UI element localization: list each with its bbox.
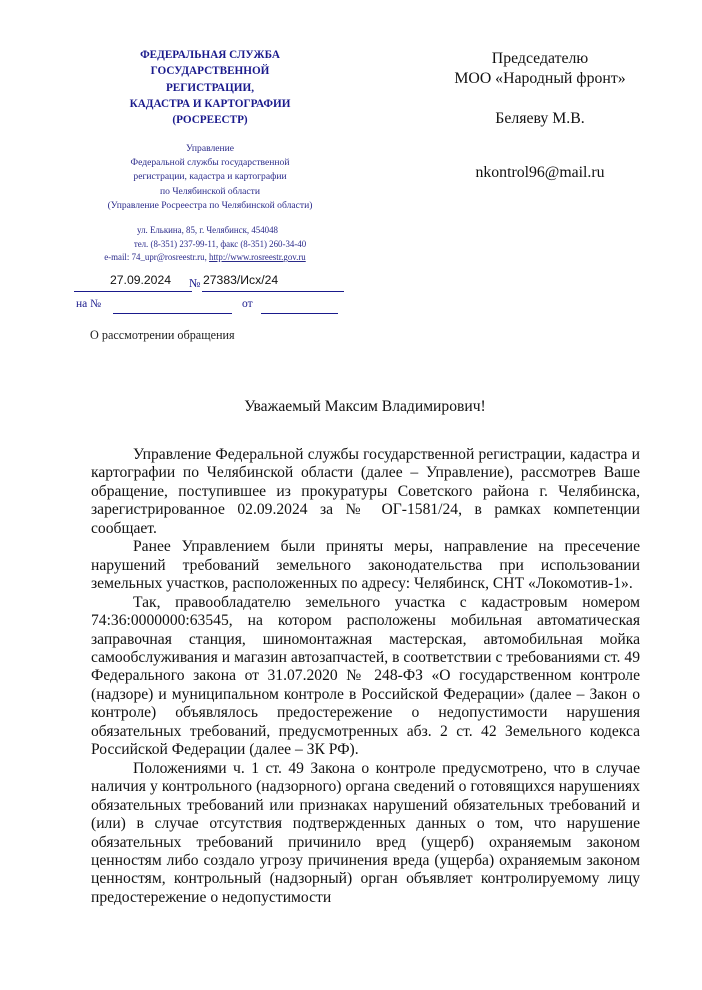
number-sign: №	[189, 276, 201, 290]
date-underline	[74, 291, 192, 292]
department-line: регистрации, кадастра и картографии	[133, 171, 287, 183]
department-line: Федеральной службы государственной	[130, 157, 290, 169]
registration-number: 27383/Исх/24	[203, 273, 279, 287]
addressee-name: Беляеву М.В.	[495, 110, 585, 127]
reply-to-label: на №	[76, 298, 102, 310]
number-underline	[202, 291, 344, 292]
letterhead-address: ул. Елькина, 85, г. Челябинск, 454048	[137, 225, 278, 235]
body-paragraph: Положениями ч. 1 ст. 49 Закона о контроле предусмотрено, что в случае наличия у контрольного (надзорного) органа сведений о готовящихся нарушениях обязательных требований или признаках нарушений обязательных требований и (или) в случае отсутствия подтвержденных данных о том, что нарушение обязательных требований причинило вред (ущерб) охраняемым законом ценностям либо создало угрозу причинения вреда (ущерба) охраняемым законом ценностям, контрольный (надзорный) орган объявляет контролируемому лицу предостережение о недопустимости	[91, 759, 640, 906]
letterhead-department	[60, 142, 360, 213]
addressee-position-line: МОО «Народный фронт»	[454, 70, 626, 87]
letterhead-phone: тел. (8-351) 237-99-11, факс (8-351) 260-34-40	[133, 238, 307, 249]
letter-body	[91, 446, 640, 907]
agency-line: КАДАСТРА И КАРТОГРАФИИ	[129, 97, 291, 110]
agency-line: ГОСУДАРСТВЕННОЙ	[150, 65, 270, 78]
letter-subject: О рассмотрении обращения	[90, 328, 235, 342]
body-paragraph: Так, правообладателю земельного участка с кадастровым номером 74:36:0000000:63545, на котором расположены мобильная автоматическая заправочная станция, шиномонтажная мастерская, автомобильная мойка самообслуживания и магазин автозапчастей, в соответствии с требованиями ст. 49 Федерального закона от 31.07.2020 № 248-ФЗ «О государственном контроле (надзоре) и муниципальном контроле в Российской Федерации» (далее – Закон о контроле) объявлялось предостережение о недопустимости нарушения обязательных требований, предусмотренных абз. 2 ст. 42 Земельного кодекса Российской Федерации (далее – ЗК РФ).	[91, 593, 640, 759]
department-line: (Управление Росреестра по Челябинской области)	[107, 199, 313, 211]
reply-number-field-line	[113, 313, 232, 314]
addressee-email: nkontrol96@mail.ru	[475, 164, 605, 181]
from-label: от	[242, 298, 253, 310]
letterhead-agency	[60, 47, 360, 128]
addressee-position	[410, 49, 670, 89]
salutation: Уважаемый Максим Владимирович!	[244, 398, 486, 415]
body-paragraph: Управление Федеральной службы государственной регистрации, кадастра и картографии по Челябинской области (далее – Управление), рассмотрев Ваше обращение, поступившее из прокуратуры Советского района г. Челябинска, зарегистрированное 02.09.2024 за № ОГ-1581/24, в рамках компетенции сообщает.	[91, 446, 640, 537]
department-line: Управление	[185, 143, 235, 154]
addressee-position-line: Председателю	[491, 50, 589, 67]
agency-line: ФЕДЕРАЛЬНАЯ СЛУЖБА	[140, 49, 280, 61]
website-link[interactable]: http://www.rosreestr.gov.ru	[209, 252, 306, 263]
registration-date: 27.09.2024	[110, 273, 171, 287]
body-paragraph: Ранее Управлением были приняты меры, направление на пресечение нарушений требований земельного законодательства при использовании земельных участков, расположенных по адресу: Челябинск, СНТ «Локомотив-1».	[91, 538, 640, 593]
letterhead-email-line	[50, 251, 360, 265]
department-line: по Челябинской области	[159, 185, 260, 197]
agency-line: РЕГИСТРАЦИИ,	[165, 81, 255, 94]
letterhead-contacts	[60, 224, 360, 265]
agency-line: (РОСРЕЕСТР)	[172, 114, 248, 127]
reply-date-field-line	[261, 313, 338, 314]
letterhead-email: e-mail: 74_upr@rosreestr.ru,	[104, 252, 210, 263]
